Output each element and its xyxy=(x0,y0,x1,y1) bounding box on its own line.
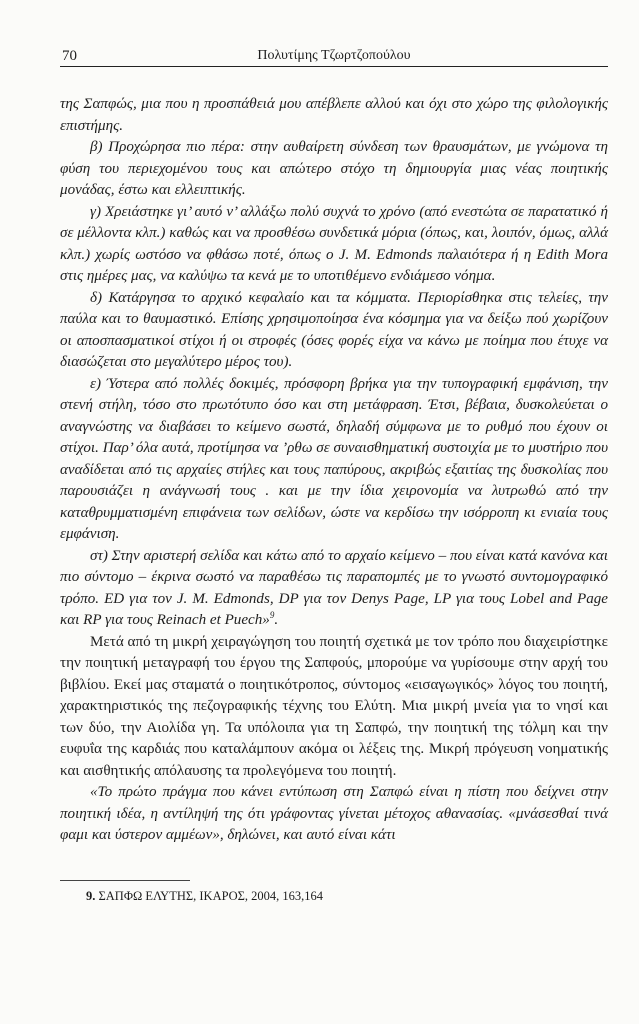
paragraph: Μετά από τη μικρή χειραγώγηση του ποιητή σχετικά με τον τρόπο που διαχειρίστηκε την ποιητική μεταγραφή του έργου της Σαπφούς, μπορούμε να γυρίσουμε στην αρχή του βιβλίου. Εκεί μας σταματά ο ποιητικότροπος, σύντομος «εισαγωγικός» λόγος του ποιητή, χαρακτηριστικός της πεζογραφικής τέχνης του Ελύτη. Μια μικρή μνεία για το νησί και των δύο, την Αιολίδα γη. Τα υπόλοιπα για τη Σαπφώ, την ποιητική της τόλμη και την ευφυΐα της καρδιάς που καταλάμπουν ακόμα οι λέξεις της. Μικρή πρόγευση νοηματικής και αισθητικής απόλαυσης τα προλεγόμενα του ποιητή. xyxy=(60,633,608,779)
footnote-text: ΣΑΠΦΩ ΕΛΥΤΗΣ, ΙΚΑΡΟΣ, 2004, 163,164 xyxy=(98,889,323,903)
paragraph: «Το πρώτο πράγμα που κάνει εντύπωση στη Σαπφώ είναι η πίστη που δείχνει στην ποιητική ιδέα, η αντίληψή της ότι γράφοντας γίνεται μέτοχος αθανασίας. «μνάσεσθαί τινά φαμι και ύστερον αμμέων», δηλώνει, και αυτό είναι κάτι xyxy=(60,784,608,843)
paragraph: στ) Στην αριστερή σελίδα και κάτω από το αρχαίο κείμενο – που είναι κατά κανόνα και πιο σύντομο – έκρινα σωστό να παραθέσω τις παραπομπές με το γνωστό συντομογραφικό τρόπο. ED για τον J. M. Edmonds, DP για τον Denys Page, LP για τους Lobel and Page και RP για τους Reinach et Puech»$^9$. xyxy=(60,547,608,628)
footnote-number: 9. xyxy=(86,889,96,903)
running-head: Πολυτίμης Τζωρτζοπούλου xyxy=(257,48,411,63)
footnote xyxy=(86,889,323,904)
paragraph: β) Προχώρησα πιο πέρα: στην αυθαίρετη σύνδεση των θραυσμάτων, με γνώμονα τη φύση του περιεχομένου τους και απώτερο στόχο τη δημιουργία μιας νέας ποιητικής μονάδας, έστω και ελλειπτικής. xyxy=(60,139,608,198)
page-header xyxy=(60,46,608,67)
paragraph: γ) Χρειάστηκε γι’ αυτό ν’ αλλάξω πολύ συχνά το χρόνο (από ενεστώτα σε παρατατικό ή σε μέλλοντα κλπ.) καθώς και να προσθέσω συνδετικά μόρια (όπως, και, λοιπόν, όμως, αλλά κλπ.) χωρίς ωστόσο να φθάσω ποτέ, όπως ο J. M. Edmonds παλαιότερα ή η Edith Mora στις ημέρες μας, να καλύψω τα κενά με το υποτιθέμενο ενδιάμεσο νόημα. xyxy=(60,203,608,284)
footnote-rule xyxy=(60,880,190,881)
page-number: 70 xyxy=(62,48,77,64)
paragraph: δ) Κατάργησα το αρχικό κεφαλαίο και τα κόμματα. Περιορίσθηκα στις τελείες, την παύλα και το θαυμαστικό. Επίσης χρησιμοποίησα ένα κόσμημα για να δείξω πού χωρίζουν οι αποσπασματικοί στίχοι ή οι στροφές (όσες φορές είχα να κάνω με ποίημα που έτυχε να διασώζεται στο μεγαλύτερο μέρος του). xyxy=(60,289,608,370)
paragraph: της Σαπφώς, μια που η προσπάθειά μου απέβλεπε αλλού και όχι στο χώρο της φιλολογικής επιστήμης. xyxy=(60,96,608,134)
footnote-mark: 9 xyxy=(269,609,275,620)
body-text xyxy=(60,94,608,847)
paragraph: ε) Ύστερα από πολλές δοκιμές, πρόσφορη βρήκα για την τυπογραφική εμφάνιση, την στενή στήλη, τόσο στο πρωτότυπο όσο και στη μετάφραση. Έτσι, βέβαια, δυσκολεύεται ο αναγνώστης να διαβάσει το κείμενο σωστά, δηλαδή σύμφωνα με το ρυθμό που έχουν οι στίχοι. Παρ’ όλα αυτά, προτίμησα να ’ρθω σε συναισθηματική συστοιχία με το μυστήριο που αναδίδεται από τις αρχαίες στήλες και τους παπύρους, ακριβώς εξαιτίας της δυσκολίας που παρουσιάζει η ανάγνωσή τους . και με την ίδια χειρονομία να λυτρωθώ από την καταθρυμματισμένη επιφάνεια των σελίδων, ώστε να κερδίσω την ισόρροπη κι ενιαία τους εμφάνιση. xyxy=(60,375,608,542)
